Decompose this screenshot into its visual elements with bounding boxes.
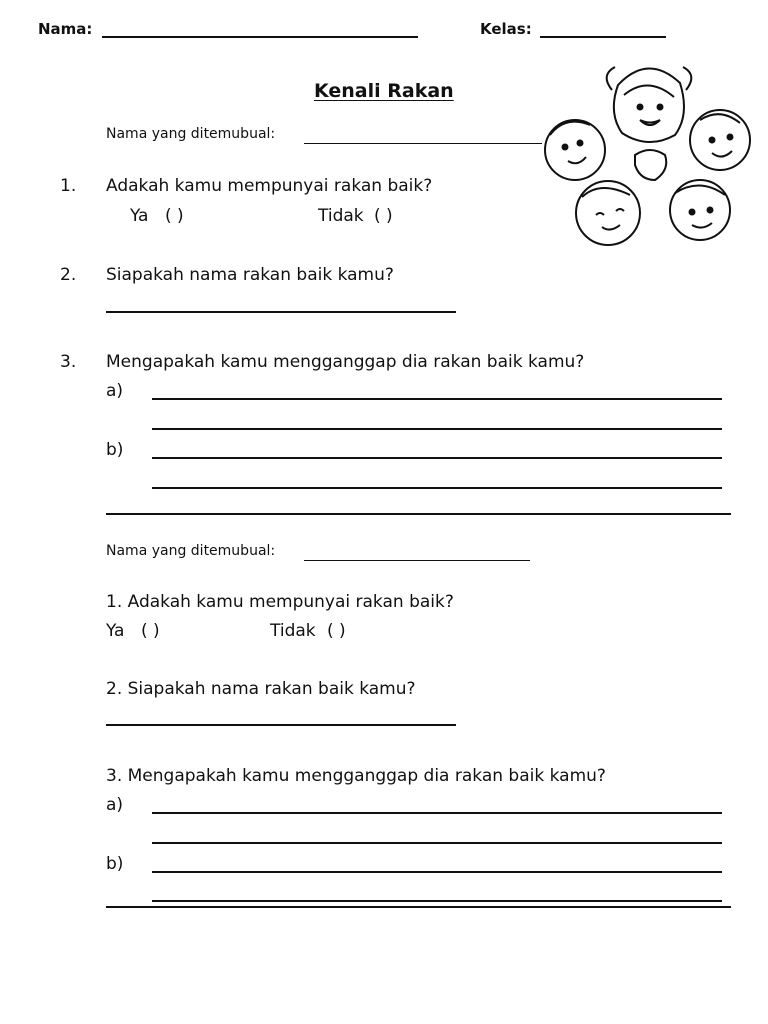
tidak-label-2: Tidak (270, 621, 316, 641)
kelas-field[interactable] (540, 36, 666, 38)
nama-field[interactable] (102, 36, 418, 38)
interviewee-label-2: Nama yang ditemubual: (106, 543, 276, 559)
q3-a-label-2: a) (106, 795, 124, 815)
interviewee-field-2[interactable] (304, 560, 530, 561)
section-divider (106, 513, 731, 515)
section-divider-2 (106, 906, 731, 908)
q2-number: 2. (60, 265, 77, 285)
q2-answer-line[interactable] (106, 311, 456, 313)
q3-b-line-1[interactable] (152, 457, 722, 459)
q3-a-line-2-2[interactable] (152, 842, 722, 844)
q3-number: 3. (60, 352, 77, 372)
child-bottom-right (670, 180, 730, 240)
interviewee-label: Nama yang ditemubual: (106, 126, 276, 142)
q2-text: Siapakah nama rakan baik kamu? (106, 265, 394, 285)
q3-text-2: 3. Mengapakah kamu mengganggap dia rakan baik kamu? (106, 766, 606, 786)
q3-text: Mengapakah kamu mengganggap dia rakan baik kamu? (106, 352, 585, 372)
q3-a-line-2[interactable] (152, 428, 722, 430)
q3-a-line-1-2[interactable] (152, 812, 722, 814)
q3-b-line-1-2[interactable] (152, 871, 722, 873)
q1-number: 1. (60, 176, 77, 196)
interviewee-field[interactable] (304, 143, 542, 144)
tidak-checkbox-2[interactable]: ( ) (327, 621, 346, 641)
q2-answer-line-2[interactable] (106, 724, 456, 726)
tidak-label: Tidak (318, 206, 364, 226)
tidak-checkbox[interactable]: ( ) (374, 206, 393, 226)
page-title: Kenali Rakan (314, 80, 454, 102)
q3-a-label: a) (106, 381, 124, 401)
ya-checkbox[interactable]: ( ) (165, 206, 184, 226)
ya-label: Ya (130, 206, 149, 226)
kelas-label: Kelas: (480, 20, 532, 38)
child-right (690, 110, 750, 170)
q3-b-label: b) (106, 440, 124, 460)
q2-text-2: 2. Siapakah nama rakan baik kamu? (106, 679, 416, 699)
ya-label-2: Ya (106, 621, 125, 641)
q1-text-2: 1. Adakah kamu mempunyai rakan baik? (106, 592, 454, 612)
child-top (607, 67, 692, 142)
q3-b-line-2-2[interactable] (152, 900, 722, 902)
q3-b-line-2[interactable] (152, 487, 722, 489)
child-left (545, 120, 605, 180)
nama-label: Nama: (38, 20, 93, 38)
q1-text: Adakah kamu mempunyai rakan baik? (106, 176, 433, 196)
child-bottom-left (576, 181, 640, 245)
q3-a-line-1[interactable] (152, 398, 722, 400)
hands-cluster (635, 150, 666, 180)
children-circle-illustration (540, 55, 762, 250)
q3-b-label-2: b) (106, 854, 124, 874)
ya-checkbox-2[interactable]: ( ) (141, 621, 160, 641)
